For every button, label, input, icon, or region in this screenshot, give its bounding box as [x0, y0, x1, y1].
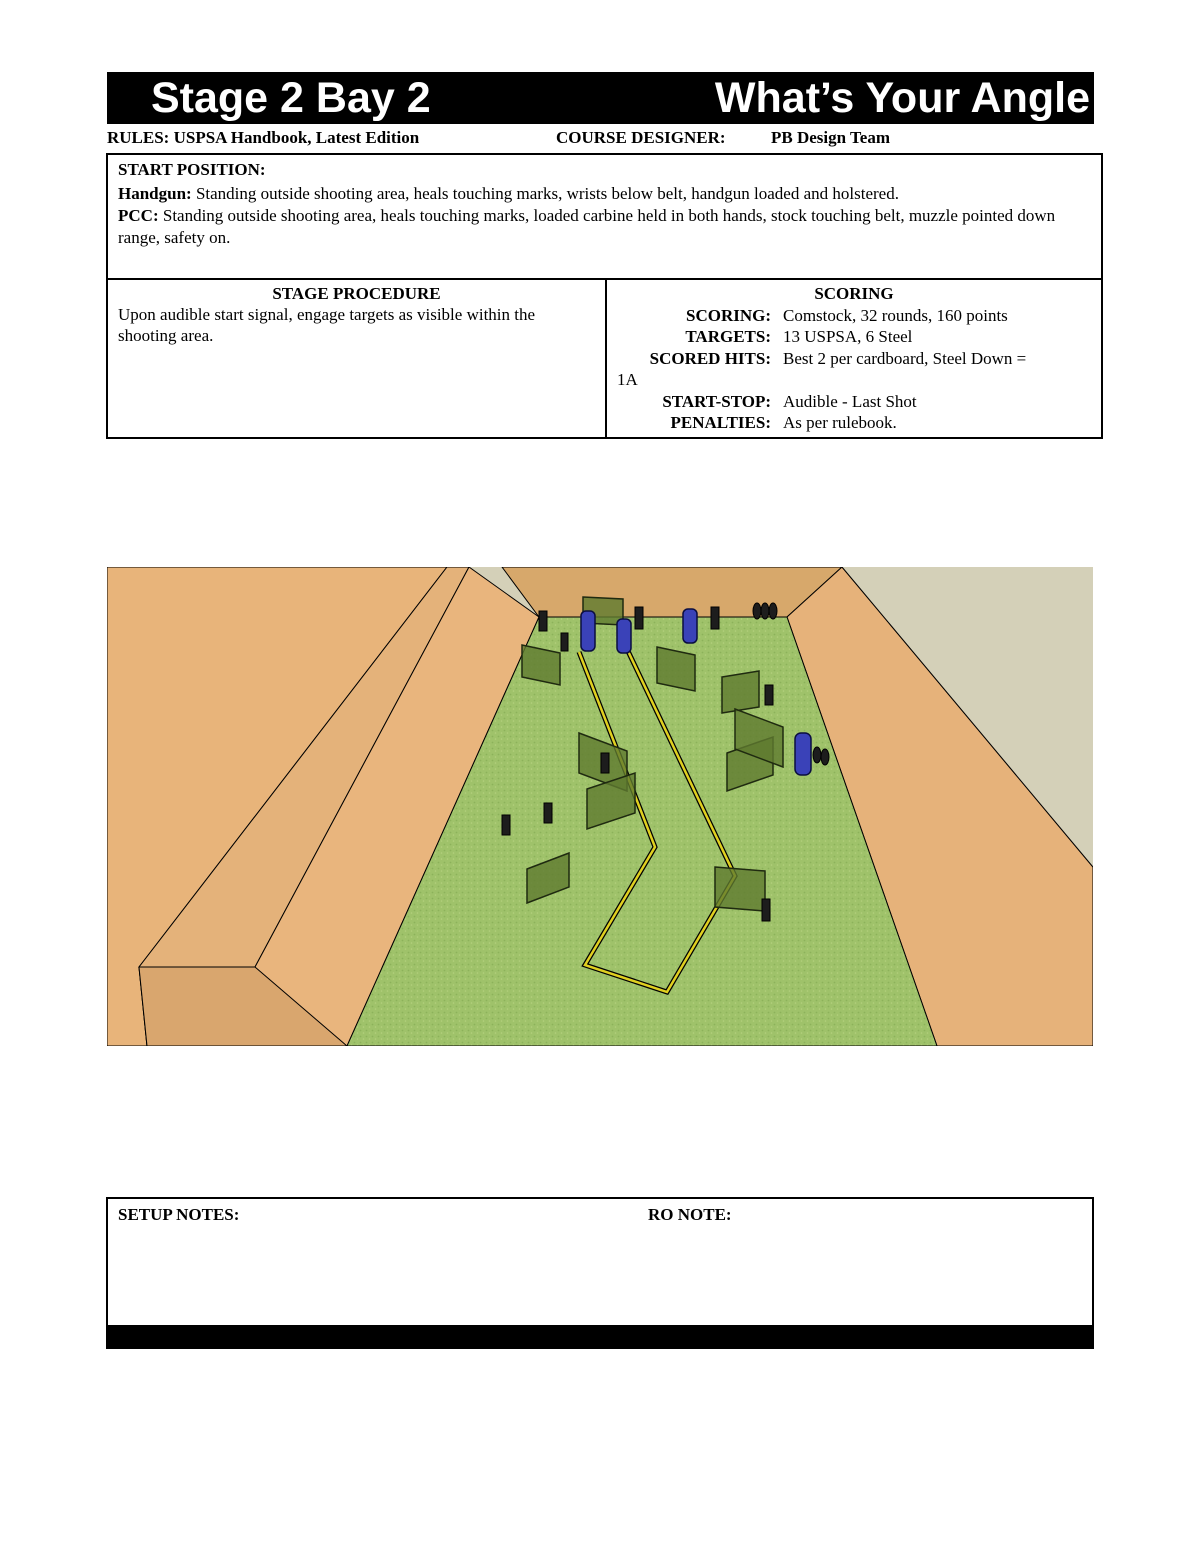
- stage-title: Stage 2 Bay 2: [151, 74, 431, 122]
- rules-line: RULES: USPSA Handbook, Latest Edition: [107, 128, 420, 147]
- scoring-key: SCORING:: [685, 305, 771, 325]
- back-berm: [502, 567, 842, 617]
- start-stop-row: [617, 391, 1091, 413]
- penalties-row: [617, 412, 1091, 434]
- scored-hits-key: SCORED HITS:: [649, 348, 771, 368]
- stage-diagram: [107, 567, 1093, 1046]
- start-stop-key: START-STOP:: [662, 391, 771, 411]
- start-stop-value: Audible - Last Shot: [783, 391, 917, 411]
- handgun-label: Handgun:: [118, 184, 192, 203]
- pcc-start: [118, 205, 1091, 249]
- handgun-start: [118, 183, 1091, 205]
- ro-note-label: RO NOTE:: [648, 1205, 732, 1224]
- stage-procedure-box: [106, 278, 607, 439]
- handgun-text: Standing outside shooting area, heals touching marks, wrists below belt, handgun loaded and holstered.: [191, 184, 899, 203]
- scored-hits-cont: 1A: [617, 370, 638, 389]
- targets-key: TARGETS:: [685, 327, 771, 346]
- scoring-value: Comstock, 32 rounds, 160 points: [783, 305, 1008, 325]
- stage-name: What’s Your Angle: [714, 74, 1090, 122]
- title-bar: [107, 72, 1094, 124]
- pcc-text: Standing outside shooting area, heals touching marks, loaded carbine held in both hands, stock touching belt, muzzle pointed down range, safety on.: [118, 206, 1056, 247]
- pcc-label: PCC:: [118, 206, 159, 225]
- start-position-box: [106, 153, 1103, 280]
- procedure-heading: STAGE PROCEDURE: [272, 284, 441, 303]
- scored-hits-value: Best 2 per cardboard, Steel Down =: [783, 348, 1027, 368]
- scoring-row: [617, 305, 1091, 327]
- start-position-heading: START POSITION:: [118, 160, 266, 179]
- scored-hits-row: [617, 348, 1091, 391]
- procedure-text: Upon audible start signal, engage targets as visible within the shooting area.: [118, 305, 536, 345]
- scoring-heading: SCORING: [814, 284, 894, 303]
- targets-row: [617, 326, 1091, 348]
- penalties-value: As per rulebook.: [783, 413, 897, 432]
- footer-bar: [108, 1325, 1092, 1347]
- penalties-key: PENALTIES:: [670, 413, 771, 432]
- designer-label: COURSE DESIGNER:: [556, 128, 726, 147]
- targets-value: 13 USPSA, 6 Steel: [783, 327, 913, 346]
- scoring-box: [605, 278, 1103, 439]
- designer-value: PB Design Team: [771, 128, 891, 147]
- setup-notes-label: SETUP NOTES:: [118, 1205, 240, 1224]
- notes-box: [106, 1197, 1094, 1349]
